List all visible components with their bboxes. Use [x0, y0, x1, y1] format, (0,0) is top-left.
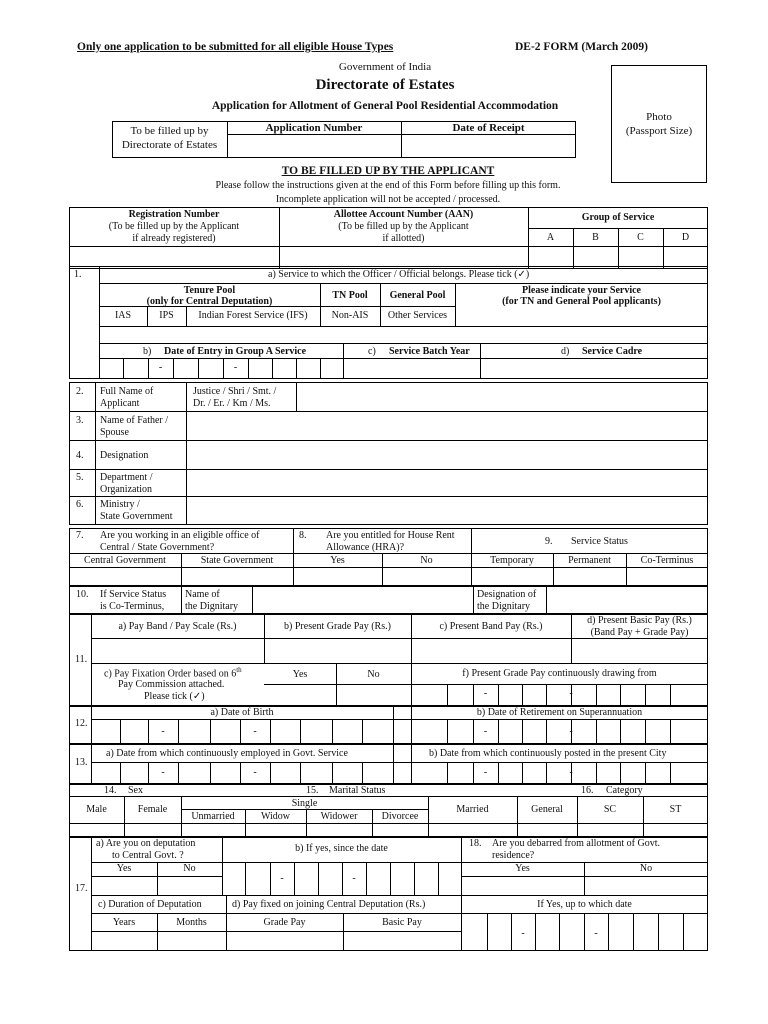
- grade-pay-since-label: f) Present Grade Pay continuously drawing from: [462, 668, 657, 679]
- option-debarred-yes[interactable]: Yes: [515, 863, 530, 874]
- department-label: Department /: [100, 472, 153, 483]
- pay-fixation-tick-label: Please tick (✓): [144, 691, 205, 702]
- eligible-office-question: Are you working in an eligible office of: [100, 530, 260, 541]
- retirement-date-label: b) Date of Retirement on Superannuation: [476, 707, 643, 718]
- batch-year-marker: c): [368, 346, 376, 357]
- date-of-receipt-field: [402, 135, 575, 157]
- office-use-label: To be filled up by: [130, 125, 209, 137]
- date-separator: -: [483, 688, 488, 699]
- cadre-marker: d): [561, 346, 570, 357]
- form-subtitle: Application for Allotment of General Pool Residential Accommodation: [211, 100, 559, 112]
- date-separator: -: [521, 928, 525, 939]
- q2-number: 2.: [76, 386, 84, 397]
- option-male[interactable]: Male: [86, 804, 107, 815]
- date-separator: -: [253, 767, 257, 778]
- q9-number: 9.: [545, 536, 553, 547]
- tenure-pool-note: (only for Central Deputation): [146, 296, 273, 307]
- instruction-line-2: Incomplete application will not be accepted / processed.: [275, 194, 501, 205]
- group-b-label: B: [592, 232, 599, 243]
- date-separator: -: [483, 767, 488, 778]
- date-separator: -: [161, 767, 165, 778]
- superscript-th: th: [236, 666, 242, 674]
- option-widow[interactable]: Widow: [260, 811, 291, 822]
- dignitary-designation-label-2: the Dignitary: [477, 601, 531, 612]
- group-c-label: C: [637, 232, 644, 243]
- option-co-terminus[interactable]: Co-Terminus: [640, 555, 694, 566]
- debarred-question: Are you debarred from allotment of Govt.: [492, 838, 661, 849]
- ministry-label: Ministry /: [100, 499, 140, 510]
- deputation-since-label: b) If yes, since the date: [295, 843, 388, 854]
- date-of-birth-label: a) Date of Birth: [210, 707, 274, 718]
- q6-number: 6.: [76, 499, 84, 510]
- date-separator: -: [253, 726, 257, 737]
- q7-number: 7.: [76, 530, 84, 541]
- basic-pay-label: d) Present Basic Pay (Rs.): [587, 615, 692, 626]
- designation-field[interactable]: [187, 441, 707, 468]
- q18-number: 18.: [469, 838, 482, 849]
- service-status-label: Service Status: [571, 536, 628, 547]
- dignitary-name-label-2: the Dignitary: [185, 601, 239, 612]
- pay-fixation-label: c) Pay Fixation Order based on 6th: [104, 666, 242, 680]
- dignitary-designation-label: Designation of: [477, 589, 537, 600]
- q4-number: 4.: [76, 450, 84, 461]
- full-name-label-2: Applicant: [100, 398, 140, 409]
- date-separator: -: [352, 873, 356, 884]
- basic-pay-deputation-label: Basic Pay: [382, 917, 422, 928]
- deputation-question-2: to Central Govt. ?: [112, 850, 184, 861]
- entry-date-marker: b): [143, 346, 152, 357]
- photo-box: [611, 65, 707, 183]
- option-hra-yes[interactable]: Yes: [330, 555, 345, 566]
- dignitary-designation-field[interactable]: [547, 587, 707, 613]
- full-name-label: Full Name of: [100, 386, 154, 397]
- registration-number-label: Registration Number: [128, 209, 220, 220]
- option-debarred-no[interactable]: No: [639, 863, 653, 874]
- q13-number: 13.: [75, 757, 88, 768]
- option-state-government[interactable]: State Government: [200, 555, 274, 566]
- option-non-ais[interactable]: Non-AIS: [331, 310, 369, 321]
- dignitary-name-label: Name of: [185, 589, 220, 600]
- ministry-label-2: State Government: [100, 511, 173, 522]
- pay-band-label: a) Pay Band / Pay Scale (Rs.): [118, 621, 237, 632]
- basic-pay-field[interactable]: [572, 639, 707, 662]
- option-general[interactable]: General: [531, 804, 563, 815]
- date-separator: -: [569, 726, 573, 737]
- date-separator: -: [233, 362, 238, 373]
- date-separator: -: [161, 726, 165, 737]
- q14-number: 14.: [104, 785, 117, 796]
- deputation-question: a) Are you on deputation: [96, 838, 196, 849]
- option-st[interactable]: ST: [669, 804, 682, 815]
- q5-number: 5.: [76, 472, 84, 483]
- q12-number: 12.: [75, 718, 88, 729]
- option-fixation-no[interactable]: No: [367, 669, 380, 680]
- option-ias[interactable]: IAS: [114, 310, 132, 321]
- salutation-options-2: Dr. / Er. / Km / Ms.: [193, 398, 271, 409]
- application-number-label: Application Number: [265, 122, 363, 134]
- option-sc[interactable]: SC: [603, 804, 617, 815]
- basic-pay-label-2: (Band Pay + Grade Pay): [590, 627, 689, 638]
- option-other-services[interactable]: Other Services: [387, 310, 448, 321]
- single-application-notice: Only one application to be submitted for all eligible House Types: [77, 41, 394, 53]
- option-unmarried[interactable]: Unmarried: [191, 811, 235, 822]
- batch-year-field[interactable]: [344, 359, 479, 378]
- option-widower[interactable]: Widower: [320, 811, 358, 822]
- pay-band-field[interactable]: [92, 639, 263, 662]
- q17-number: 17.: [75, 883, 88, 894]
- grade-pay-deputation-label: Grade Pay: [263, 917, 306, 928]
- tn-pool-label: TN Pool: [332, 290, 368, 301]
- section-1-number: 1.: [74, 269, 82, 280]
- form-identifier: DE-2 FORM (March 2009): [515, 41, 648, 53]
- full-name-field[interactable]: [297, 383, 707, 410]
- option-permanent[interactable]: Permanent: [568, 555, 611, 566]
- debarred-question-2: residence?: [492, 850, 535, 861]
- photo-label: Photo: [646, 111, 672, 123]
- band-pay-field[interactable]: [412, 639, 570, 662]
- band-pay-label: c) Present Band Pay (Rs.): [439, 621, 543, 632]
- photo-size-label: (Passport Size): [625, 125, 693, 137]
- department-field[interactable]: [187, 470, 707, 495]
- single-group-label: Single: [291, 798, 318, 809]
- designation-label: Designation: [100, 450, 149, 461]
- tenure-pool-label: Tenure Pool: [183, 285, 236, 296]
- option-fixation-yes[interactable]: Yes: [292, 669, 308, 680]
- grade-pay-label: b) Present Grade Pay (Rs.): [284, 621, 391, 632]
- co-terminus-condition-2: is Co-Terminus,: [100, 601, 165, 612]
- aan-note-2: if allotted): [382, 233, 425, 244]
- registration-note-2: if already registered): [132, 233, 216, 244]
- marital-status-label: Marital Status: [329, 785, 386, 796]
- indicate-service-note: (for TN and General Pool applicants): [502, 296, 661, 307]
- government-label: Government of India: [338, 61, 432, 73]
- group-a-label: A: [546, 232, 555, 243]
- date-separator: -: [594, 928, 598, 939]
- q15-number: 15.: [306, 785, 319, 796]
- father-spouse-field[interactable]: [187, 412, 707, 439]
- ministry-field[interactable]: [187, 497, 707, 524]
- applicant-heading: TO BE FILLED UP BY THE APPLICANT: [281, 165, 495, 177]
- category-label: Category: [606, 785, 643, 796]
- application-number-field: [228, 135, 400, 157]
- co-terminus-condition: If Service Status: [100, 589, 167, 600]
- instruction-line-1: Please follow the instructions given at the end of this Form before filling up this form.: [215, 180, 561, 191]
- q16-number: 16.: [581, 785, 594, 796]
- date-separator: -: [483, 726, 488, 737]
- office-use-label-2: Directorate of Estates: [121, 139, 218, 151]
- q8-number: 8.: [299, 530, 307, 541]
- pay-fixed-label: d) Pay fixed on joining Central Deputation (Rs.): [232, 899, 426, 910]
- option-temporary[interactable]: Temporary: [490, 555, 534, 566]
- group-of-service-label: Group of Service: [581, 212, 655, 223]
- date-of-receipt-label: Date of Receipt: [452, 122, 525, 134]
- dignitary-name-field[interactable]: [253, 587, 472, 613]
- group-d-label: D: [681, 232, 690, 243]
- option-hra-no[interactable]: No: [420, 555, 433, 566]
- deputation-duration-label: c) Duration of Deputation: [98, 899, 202, 910]
- hra-question: Are you entitled for House Rent: [326, 530, 455, 541]
- option-deputation-yes[interactable]: Yes: [116, 863, 132, 874]
- sex-label: Sex: [128, 785, 143, 796]
- father-spouse-label: Name of Father /: [100, 415, 169, 426]
- years-label: Years: [112, 917, 136, 928]
- deputation-upto-label: If Yes, up to which date: [537, 899, 632, 910]
- father-spouse-label-2: Spouse: [100, 427, 129, 438]
- indicate-service-label: Please indicate your Service: [522, 285, 641, 296]
- option-ips[interactable]: IPS: [159, 310, 174, 321]
- option-central-government[interactable]: Central Government: [84, 555, 166, 566]
- grade-pay-field[interactable]: [265, 639, 410, 662]
- govt-service-date-label: a) Date from which continuously employed in Govt. Service: [106, 748, 348, 759]
- q11-number: 11.: [75, 654, 88, 665]
- aan-note: (To be filled up by the Applicant: [338, 221, 469, 232]
- aan-label: Allottee Account Number (AAN): [333, 209, 474, 220]
- option-female[interactable]: Female: [137, 804, 168, 815]
- cadre-field[interactable]: [481, 359, 707, 378]
- option-ifs[interactable]: Indian Forest Service (IFS): [198, 310, 308, 321]
- page-title: Directorate of Estates: [315, 77, 455, 93]
- date-separator: -: [569, 767, 573, 778]
- entry-date-label: Date of Entry in Group A Service: [164, 346, 307, 357]
- eligible-office-question-2: Central / State Government?: [100, 542, 215, 553]
- option-divorcee[interactable]: Divorcee: [381, 811, 419, 822]
- city-posting-date-label: b) Date from which continuously posted in the present City: [429, 748, 667, 759]
- option-deputation-no[interactable]: No: [183, 863, 196, 874]
- pay-fixation-label-2: Pay Commission attached.: [118, 679, 225, 690]
- q3-number: 3.: [76, 415, 84, 426]
- cadre-label: Service Cadre: [582, 346, 643, 357]
- salutation-options: Justice / Shri / Smt. /: [193, 386, 277, 397]
- registration-note: (To be filled up by the Applicant: [108, 221, 240, 232]
- date-separator: -: [569, 688, 573, 699]
- batch-year-label: Service Batch Year: [389, 346, 470, 357]
- months-label: Months: [176, 917, 207, 928]
- hra-question-2: Allowance (HRA)?: [326, 542, 405, 553]
- department-label-2: Organization: [100, 484, 153, 495]
- option-married[interactable]: Married: [456, 804, 489, 815]
- date-separator: -: [158, 362, 163, 373]
- date-separator: -: [280, 873, 284, 884]
- q10-number: 10.: [76, 589, 89, 600]
- general-pool-label: General Pool: [389, 290, 446, 301]
- service-type-question: a) Service to which the Officer / Official belongs. Please tick (✓): [268, 269, 530, 280]
